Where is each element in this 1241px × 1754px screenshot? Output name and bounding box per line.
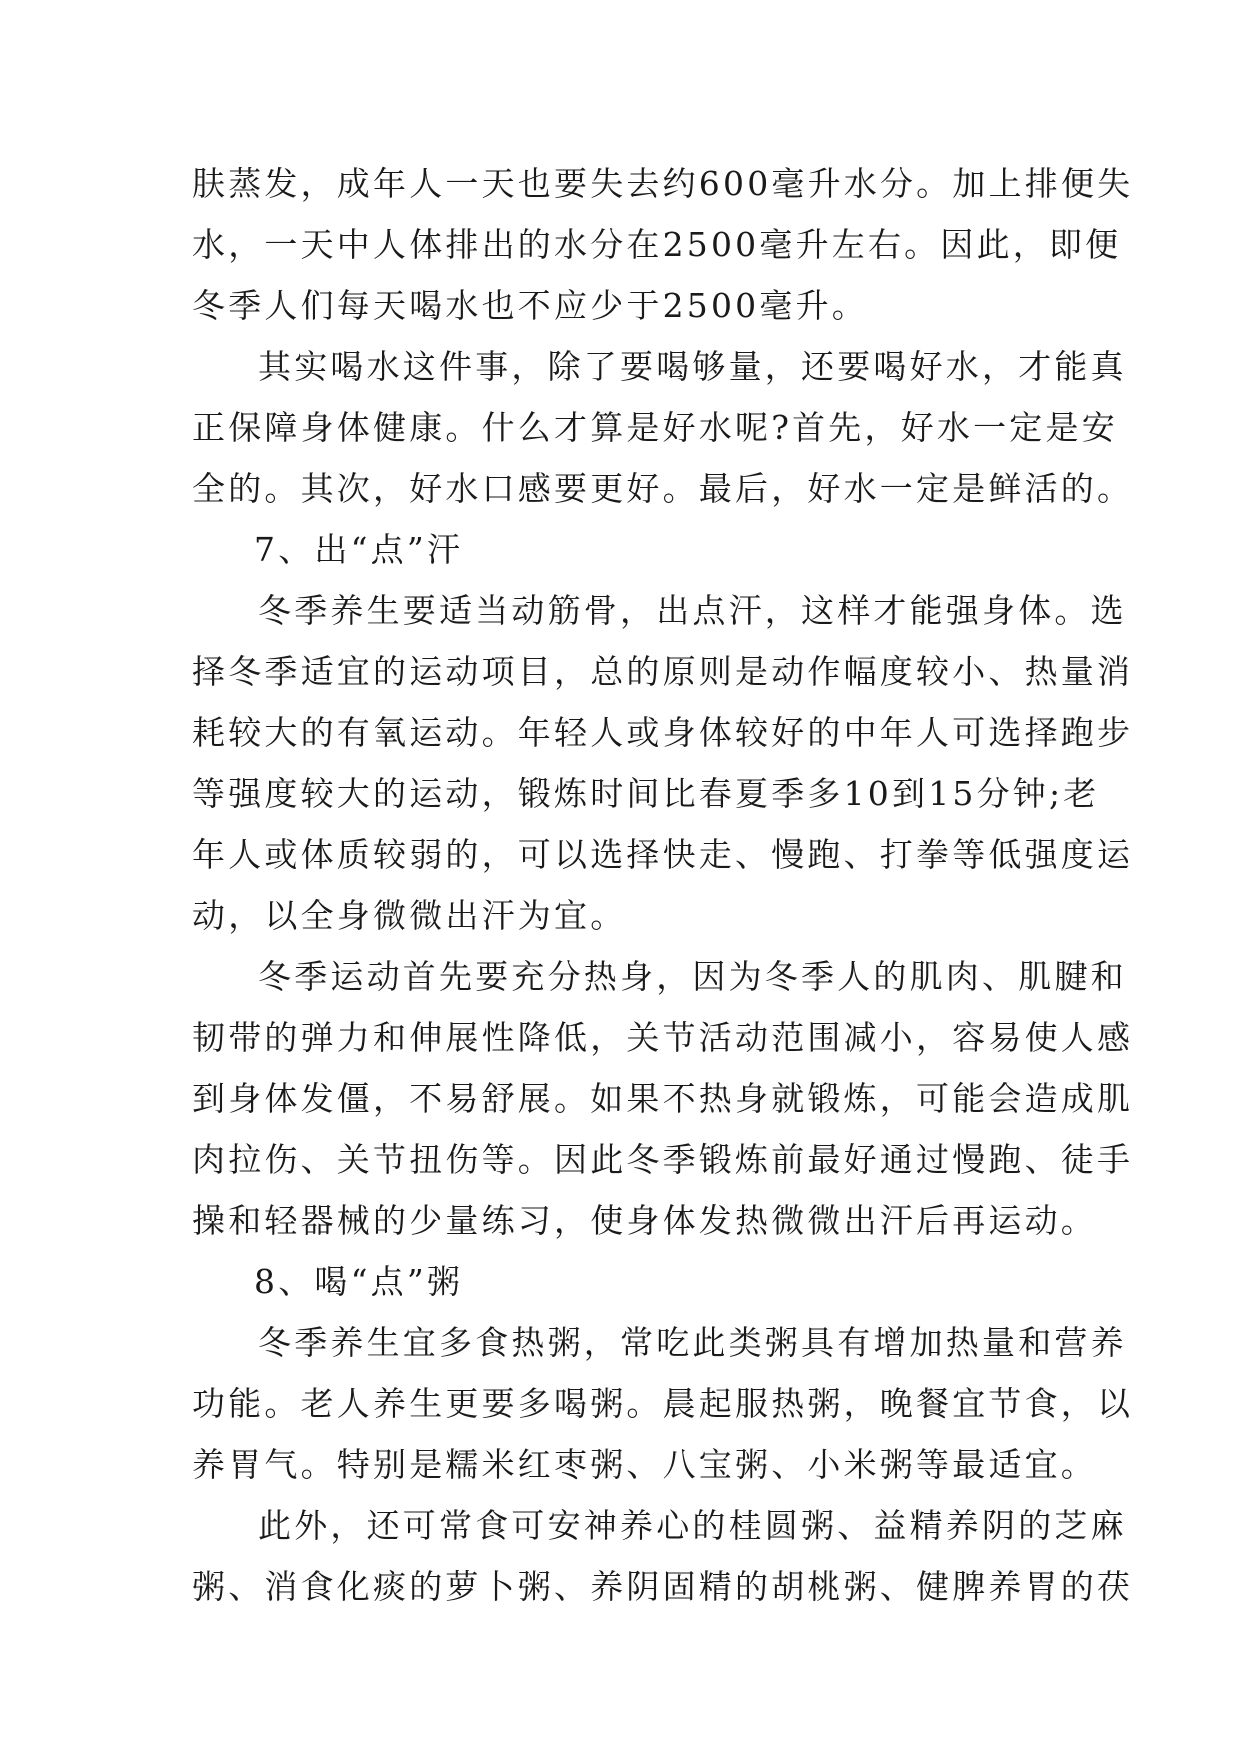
text-line: 操和轻器械的少量练习，使身体发热微微出汗后再运动。	[192, 1201, 1097, 1240]
text-line: 其实喝水这件事，除了要喝够量，还要喝好水，才能真	[258, 347, 1127, 386]
text-line: 功能。老人养生更要多喝粥。晨起服热粥，晚餐宜节食，以	[192, 1384, 1134, 1423]
section-heading: 8、喝“点”粥	[254, 1262, 464, 1301]
text-line: 此外，还可常食可安神养心的桂圆粥、益精养阴的芝麻	[258, 1506, 1127, 1545]
text-line: 粥、消食化痰的萝卜粥、养阴固精的胡桃粥、健脾养胃的茯	[192, 1567, 1134, 1606]
text-line: 耗较大的有氧运动。年轻人或身体较好的中年人可选择跑步	[192, 713, 1134, 752]
text-line: 全的。其次，好水口感要更好。最后，好水一定是鲜活的。	[192, 469, 1134, 508]
text-line: 冬季运动首先要充分热身，因为冬季人的肌肉、肌腱和	[258, 957, 1127, 996]
text-line: 冬季养生要适当动筋骨，出点汗，这样才能强身体。选	[258, 591, 1127, 630]
text-line: 动，以全身微微出汗为宜。	[192, 896, 627, 935]
text-line: 正保障身体健康。什么才算是好水呢?首先，好水一定是安	[192, 408, 1118, 447]
text-line: 到身体发僵，不易舒展。如果不热身就锻炼，可能会造成肌	[192, 1079, 1134, 1118]
text-line: 等强度较大的运动，锻炼时间比春夏季多10到15分钟;老	[192, 774, 1100, 813]
text-line: 年人或体质较弱的，可以选择快走、慢跑、打拳等低强度运	[192, 835, 1134, 874]
text-line: 养胃气。特别是糯米红枣粥、八宝粥、小米粥等最适宜。	[192, 1445, 1097, 1484]
text-line: 择冬季适宜的运动项目，总的原则是动作幅度较小、热量消	[192, 652, 1134, 691]
section-heading: 7、出“点”汗	[254, 530, 464, 569]
text-line: 肤蒸发，成年人一天也要失去约600毫升水分。加上排便失	[192, 164, 1134, 203]
document-body	[192, 153, 1134, 1617]
text-line: 水，一天中人体排出的水分在2500毫升左右。因此，即便	[192, 225, 1122, 264]
text-line: 韧带的弹力和伸展性降低，关节活动范围减小，容易使人感	[192, 1018, 1134, 1057]
text-line: 冬季人们每天喝水也不应少于2500毫升。	[192, 286, 868, 325]
text-line: 肉拉伤、关节扭伤等。因此冬季锻炼前最好通过慢跑、徒手	[192, 1140, 1134, 1179]
text-line: 冬季养生宜多食热粥，常吃此类粥具有增加热量和营养	[258, 1323, 1127, 1362]
